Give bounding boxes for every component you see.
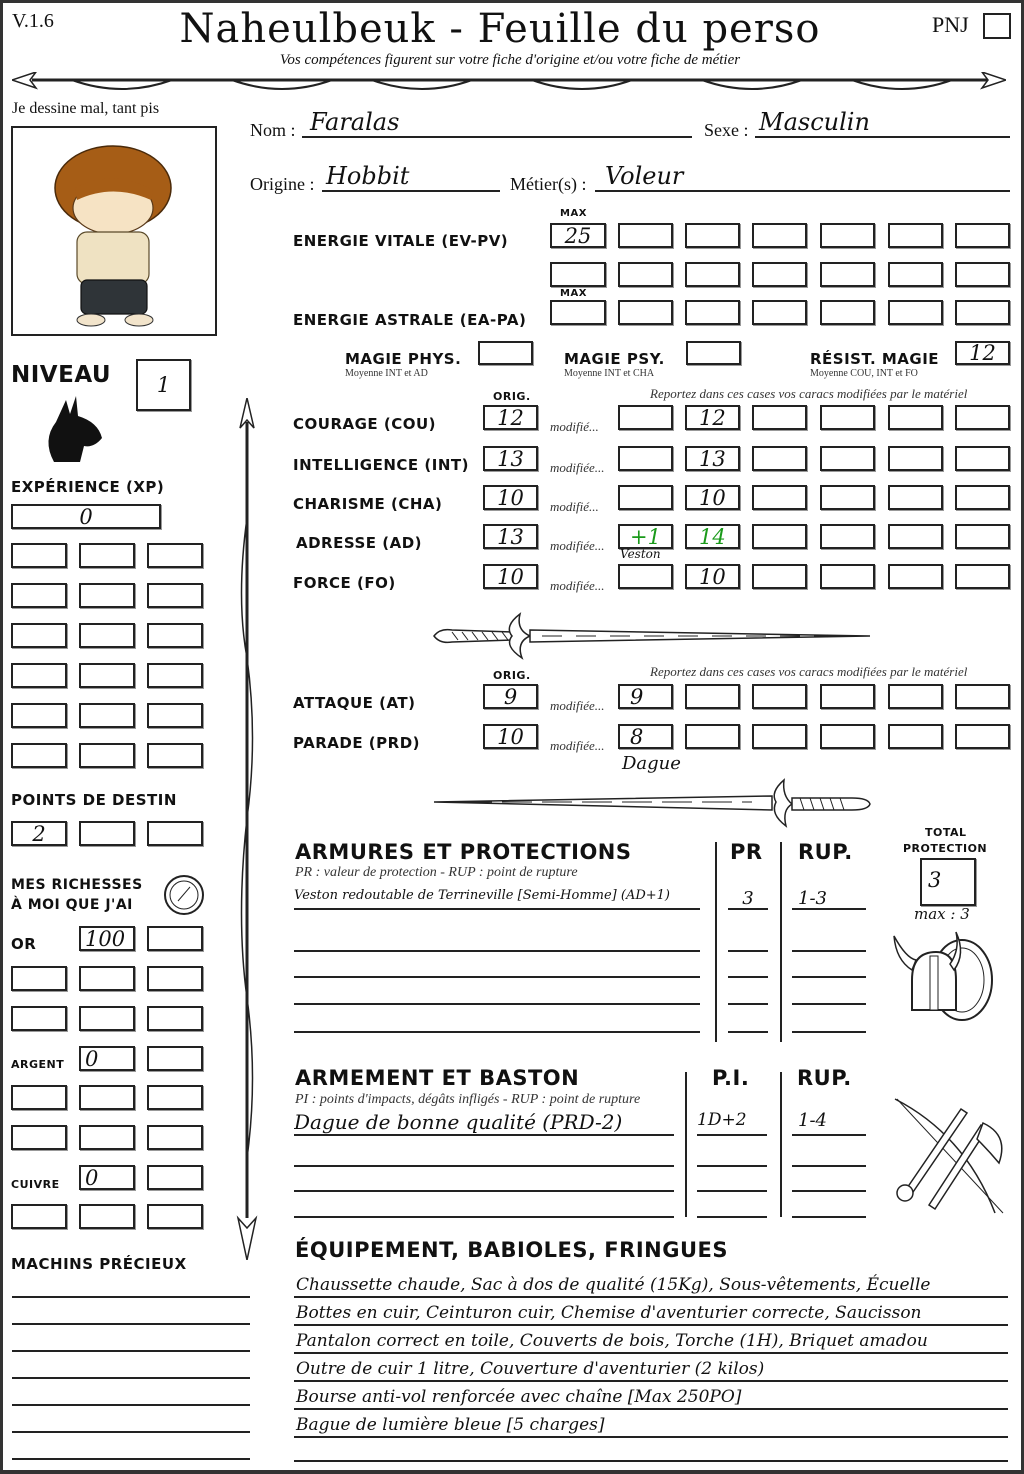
argent-box-2[interactable] bbox=[147, 1046, 203, 1071]
carac-box[interactable] bbox=[752, 485, 807, 510]
carac-mod-box[interactable] bbox=[618, 564, 673, 589]
weapons-hint: PI : points d'impacts, dégâts infligés - RUP : point de rupture bbox=[295, 1092, 641, 1107]
weapons-divider-1 bbox=[685, 1072, 687, 1217]
carac-modif-label: modifiée... bbox=[550, 538, 605, 553]
weapon-pi[interactable] bbox=[697, 1192, 767, 1218]
pnj-label: PNJ bbox=[932, 12, 969, 37]
machins-label: MACHINS PRÉCIEUX bbox=[11, 1255, 187, 1273]
total-protection-box[interactable]: 3 bbox=[920, 858, 976, 906]
carac-box[interactable] bbox=[888, 405, 943, 430]
weapon-rup[interactable] bbox=[792, 1141, 866, 1167]
machins-line[interactable] bbox=[12, 1431, 250, 1433]
weapon-name[interactable] bbox=[294, 1166, 674, 1192]
armor-rup[interactable] bbox=[792, 930, 866, 952]
combat-box[interactable] bbox=[752, 724, 807, 749]
carac-label: ADRESSE (AD) bbox=[296, 534, 423, 552]
total-protection-max: max : 3 bbox=[914, 905, 970, 923]
total-protection-label-1: TOTAL bbox=[925, 826, 967, 839]
carac-label: FORCE (FO) bbox=[293, 574, 396, 592]
weapon-name[interactable] bbox=[294, 1141, 674, 1167]
origine-label: Origine : bbox=[250, 174, 315, 194]
money-box[interactable] bbox=[79, 1204, 135, 1229]
weapon-pi[interactable]: 1D+2 bbox=[697, 1110, 767, 1136]
argent-label: ARGENT bbox=[11, 1058, 65, 1071]
sword-icon-2 bbox=[432, 778, 872, 830]
resist-magie-label: RÉSIST. MAGIE bbox=[810, 350, 940, 368]
combat-orig-label: ORIG. bbox=[493, 669, 531, 682]
ev-box[interactable] bbox=[955, 262, 1010, 287]
ea-max-box[interactable] bbox=[550, 300, 606, 325]
carac-mod-box[interactable] bbox=[618, 485, 673, 510]
carac-box[interactable] bbox=[820, 405, 875, 430]
sexe-label: Sexe : bbox=[704, 120, 749, 140]
armor-hint: PR : valeur de protection - RUP : point de rupture bbox=[295, 865, 578, 880]
richesses-label-2: À MOI QUE J'AI bbox=[11, 897, 133, 913]
cuivre-box[interactable]: 0 bbox=[79, 1165, 135, 1190]
carac-modif-label: modifié... bbox=[550, 419, 599, 434]
ea-box[interactable] bbox=[888, 300, 943, 325]
machins-line[interactable] bbox=[12, 1404, 250, 1406]
ev-label: ENERGIE VITALE (EV-PV) bbox=[293, 232, 509, 250]
equipment-line[interactable]: Chaussette chaude, Sac à dos de qualité (15Kg), Sous-vêtements, Écuelle bbox=[294, 1272, 1008, 1298]
armor-name[interactable] bbox=[294, 983, 700, 1005]
ev-box[interactable] bbox=[685, 262, 740, 287]
money-box[interactable] bbox=[147, 1085, 203, 1110]
weapons-title: ARMEMENT ET BASTON bbox=[295, 1066, 580, 1090]
money-box[interactable] bbox=[11, 1125, 67, 1150]
magie-phys-box[interactable] bbox=[478, 341, 533, 365]
carac-modif-label: modifié... bbox=[550, 499, 599, 514]
carac-modif-label: modifiée... bbox=[550, 578, 605, 593]
combat-label: ATTAQUE (AT) bbox=[293, 694, 416, 712]
magie-psy-box[interactable] bbox=[686, 341, 741, 365]
armor-rup[interactable] bbox=[792, 983, 866, 1005]
ev-box[interactable] bbox=[685, 223, 740, 248]
coin-icon bbox=[162, 873, 206, 917]
combat-box[interactable] bbox=[685, 684, 740, 709]
ev-max-label: MAX bbox=[560, 208, 587, 219]
decorative-spear-icon bbox=[12, 72, 1006, 96]
carac-box[interactable] bbox=[888, 524, 943, 549]
combat-report-hint: Reportez dans ces cases vos caracs modifiées par le matériel bbox=[650, 664, 968, 679]
metier-value: Voleur bbox=[605, 162, 684, 190]
ev-box[interactable] bbox=[752, 262, 807, 287]
armor-pr[interactable] bbox=[728, 956, 768, 978]
carac-box[interactable] bbox=[888, 446, 943, 471]
carac-box[interactable] bbox=[752, 446, 807, 471]
armor-pr-label: PR bbox=[730, 840, 763, 864]
magie-psy-hint: Moyenne INT et CHA bbox=[564, 368, 655, 379]
ev-box[interactable] bbox=[888, 223, 943, 248]
ev-box[interactable] bbox=[955, 223, 1010, 248]
destin-box-3[interactable] bbox=[147, 821, 203, 846]
nom-field[interactable] bbox=[302, 108, 692, 138]
weapon-rup[interactable] bbox=[792, 1192, 866, 1218]
cuivre-box-2[interactable] bbox=[147, 1165, 203, 1190]
carac-label: INTELLIGENCE (INT) bbox=[293, 456, 469, 474]
decorative-vertical-spear-icon bbox=[232, 398, 262, 1260]
carac-note: Veston bbox=[620, 547, 661, 561]
equipment-line[interactable] bbox=[294, 1436, 1008, 1462]
portrait-caption: Je dessine mal, tant pis bbox=[12, 100, 160, 117]
ev-max-box[interactable]: 25 bbox=[550, 223, 606, 248]
total-protection-label-2: PROTECTION bbox=[903, 842, 988, 855]
combat-modif-label: modifiée... bbox=[550, 698, 605, 713]
xp-grid-box[interactable] bbox=[79, 663, 135, 688]
armor-pr[interactable] bbox=[728, 983, 768, 1005]
ea-box[interactable] bbox=[820, 300, 875, 325]
carac-orig-box[interactable]: 13 bbox=[483, 446, 538, 471]
weapons-pi-label: P.I. bbox=[712, 1066, 750, 1090]
ea-box[interactable] bbox=[955, 300, 1010, 325]
ev-box[interactable] bbox=[820, 262, 875, 287]
carac-box[interactable] bbox=[820, 485, 875, 510]
money-box[interactable] bbox=[11, 1085, 67, 1110]
machins-line[interactable] bbox=[12, 1458, 250, 1460]
armor-title: ARMURES ET PROTECTIONS bbox=[295, 840, 632, 864]
richesses-label-1: MES RICHESSES bbox=[11, 877, 143, 893]
money-box[interactable] bbox=[147, 1125, 203, 1150]
xp-grid-box[interactable] bbox=[79, 543, 135, 568]
equipment-line[interactable]: Bottes en cuir, Ceinturon cuir, Chemise d'aventurier correcte, Saucisson bbox=[294, 1300, 1008, 1326]
equipment-line[interactable]: Bourse anti-vol renforcée avec chaîne [Max 250PO] bbox=[294, 1384, 1008, 1410]
ev-box[interactable] bbox=[820, 223, 875, 248]
machins-line[interactable] bbox=[12, 1296, 250, 1298]
metier-label: Métier(s) : bbox=[510, 174, 587, 194]
armor-name[interactable]: Veston redoutable de Terrineville [Semi-Homme] (AD+1) bbox=[294, 888, 700, 910]
armor-pr[interactable] bbox=[728, 1011, 768, 1033]
machins-line[interactable] bbox=[12, 1350, 250, 1352]
armor-rup-label: RUP. bbox=[798, 840, 853, 864]
xp-grid-box[interactable] bbox=[147, 623, 203, 648]
money-box[interactable] bbox=[79, 1085, 135, 1110]
magie-psy-label: MAGIE PSY. bbox=[564, 350, 665, 368]
carac-box[interactable] bbox=[888, 564, 943, 589]
money-box[interactable] bbox=[147, 966, 203, 991]
carac-box[interactable] bbox=[820, 446, 875, 471]
ev-box[interactable] bbox=[550, 262, 606, 287]
equipment-line[interactable]: Outre de cuir 1 litre, Couverture d'aventurier (2 kilos) bbox=[294, 1356, 1008, 1382]
combat-box[interactable] bbox=[752, 684, 807, 709]
nom-label: Nom : bbox=[250, 120, 296, 140]
carac-modif-label: modifiée... bbox=[550, 460, 605, 475]
xp-grid-box[interactable] bbox=[11, 543, 67, 568]
xp-grid-box[interactable] bbox=[79, 623, 135, 648]
xp-grid-box[interactable] bbox=[11, 623, 67, 648]
niveau-box[interactable]: 1 bbox=[136, 359, 191, 411]
carac-box[interactable] bbox=[955, 405, 1010, 430]
combat-note: Dague bbox=[622, 753, 681, 774]
helmet-shield-icon bbox=[890, 930, 1000, 1025]
xp-label: EXPÉRIENCE (XP) bbox=[11, 478, 165, 496]
weapon-rup[interactable] bbox=[792, 1166, 866, 1192]
carac-value-box[interactable]: 14 bbox=[685, 524, 740, 549]
version-label: V.1.6 bbox=[12, 10, 54, 32]
ea-label: ENERGIE ASTRALE (EA-PA) bbox=[293, 311, 527, 329]
argent-box[interactable]: 0 bbox=[79, 1046, 135, 1071]
money-box[interactable] bbox=[79, 1006, 135, 1031]
origine-value: Hobbit bbox=[326, 162, 410, 190]
carac-mod-box[interactable] bbox=[618, 446, 673, 471]
sword-icon bbox=[432, 612, 872, 660]
carac-value-box[interactable]: 10 bbox=[685, 485, 740, 510]
weapon-name[interactable] bbox=[294, 1192, 674, 1218]
carac-label: CHARISME (CHA) bbox=[293, 495, 443, 513]
combat-orig-box[interactable]: 10 bbox=[483, 724, 538, 749]
armor-divider-2 bbox=[780, 842, 782, 1042]
xp-grid-box[interactable] bbox=[11, 583, 67, 608]
subtitle: Vos compétences figurent sur votre fiche d'origine et/ou votre fiche de métier bbox=[279, 52, 741, 68]
weapon-rup[interactable]: 1-4 bbox=[792, 1110, 866, 1136]
combat-box[interactable] bbox=[685, 724, 740, 749]
carac-box[interactable] bbox=[955, 524, 1010, 549]
xp-grid-box[interactable] bbox=[147, 543, 203, 568]
combat-modif-label: modifiée... bbox=[550, 738, 605, 753]
money-box[interactable] bbox=[79, 1125, 135, 1150]
caracs-report-hint: Reportez dans ces cases vos caracs modifiées par le matériel bbox=[650, 386, 968, 401]
armor-divider-1 bbox=[715, 842, 717, 1042]
weapons-rup-label: RUP. bbox=[797, 1066, 852, 1090]
weapon-pi[interactable] bbox=[697, 1166, 767, 1192]
page-title: Naheulbeuk - Feuille du perso bbox=[179, 6, 821, 52]
carac-box[interactable] bbox=[888, 485, 943, 510]
crossed-weapons-icon bbox=[885, 1095, 1010, 1217]
combat-value-box[interactable]: 8 bbox=[618, 724, 673, 749]
armor-name[interactable] bbox=[294, 1011, 700, 1033]
xp-grid-box[interactable] bbox=[147, 583, 203, 608]
ev-box[interactable] bbox=[888, 262, 943, 287]
equipment-title: ÉQUIPEMENT, BABIOLES, FRINGUES bbox=[295, 1238, 728, 1262]
carac-box[interactable] bbox=[955, 485, 1010, 510]
destin-box-2[interactable] bbox=[79, 821, 135, 846]
sexe-value: Masculin bbox=[759, 108, 870, 136]
armor-rup[interactable]: 1-3 bbox=[792, 888, 866, 910]
money-box[interactable] bbox=[147, 1204, 203, 1229]
machins-line[interactable] bbox=[12, 1323, 250, 1325]
dragon-head-icon bbox=[40, 392, 106, 464]
hobbit-drawing-icon bbox=[13, 128, 217, 336]
xp-box[interactable]: 0 bbox=[11, 504, 161, 529]
combat-label: PARADE (PRD) bbox=[293, 734, 421, 752]
armor-pr[interactable] bbox=[728, 930, 768, 952]
or-box-2[interactable] bbox=[147, 926, 203, 951]
pnj-checkbox[interactable] bbox=[983, 13, 1011, 39]
carac-box[interactable] bbox=[752, 405, 807, 430]
carac-box[interactable] bbox=[955, 564, 1010, 589]
armor-rup[interactable] bbox=[792, 956, 866, 978]
combat-box[interactable] bbox=[955, 684, 1010, 709]
or-label: OR bbox=[11, 935, 37, 953]
destin-box-1[interactable]: 2 bbox=[11, 821, 67, 846]
money-box[interactable] bbox=[79, 966, 135, 991]
xp-grid-box[interactable] bbox=[147, 743, 203, 768]
money-box[interactable] bbox=[147, 1006, 203, 1031]
combat-box[interactable] bbox=[888, 684, 943, 709]
weapon-pi[interactable] bbox=[697, 1141, 767, 1167]
xp-grid-box[interactable] bbox=[11, 663, 67, 688]
armor-rup[interactable] bbox=[792, 1011, 866, 1033]
ea-box[interactable] bbox=[618, 300, 673, 325]
character-portrait bbox=[11, 126, 217, 336]
ea-box[interactable] bbox=[685, 300, 740, 325]
money-box[interactable] bbox=[11, 1006, 67, 1031]
combat-box[interactable] bbox=[820, 684, 875, 709]
carac-orig-box[interactable]: 12 bbox=[483, 405, 538, 430]
equipment-line[interactable]: Pantalon correct en toile, Couverts de bois, Torche (1H), Briquet amadou bbox=[294, 1328, 1008, 1354]
carac-value-box[interactable]: 10 bbox=[685, 564, 740, 589]
niveau-label: NIVEAU bbox=[11, 362, 112, 388]
xp-grid-box[interactable] bbox=[11, 703, 67, 728]
xp-grid-box[interactable] bbox=[11, 743, 67, 768]
metier-field[interactable] bbox=[595, 162, 1010, 192]
resist-magie-box[interactable]: 12 bbox=[955, 341, 1010, 365]
carac-box[interactable] bbox=[955, 446, 1010, 471]
carac-orig-box[interactable]: 13 bbox=[483, 524, 538, 549]
money-box[interactable] bbox=[11, 1204, 67, 1229]
cuivre-label: CUIVRE bbox=[11, 1178, 60, 1191]
carac-orig-box[interactable]: 10 bbox=[483, 485, 538, 510]
carac-box[interactable] bbox=[752, 564, 807, 589]
equipment-line[interactable]: Bague de lumière bleue [5 charges] bbox=[294, 1412, 1008, 1438]
destin-label: POINTS DE DESTIN bbox=[11, 791, 177, 809]
carac-orig-box[interactable]: 10 bbox=[483, 564, 538, 589]
combat-box[interactable] bbox=[820, 724, 875, 749]
combat-value-box[interactable]: 9 bbox=[618, 684, 673, 709]
caracs-orig-label: ORIG. bbox=[493, 390, 531, 403]
xp-grid-box[interactable] bbox=[79, 703, 135, 728]
armor-pr[interactable]: 3 bbox=[728, 888, 768, 910]
xp-grid-box[interactable] bbox=[147, 663, 203, 688]
carac-box[interactable] bbox=[752, 524, 807, 549]
ev-box[interactable] bbox=[618, 223, 673, 248]
resist-magie-hint: Moyenne COU, INT et FO bbox=[810, 368, 918, 379]
carac-value-box[interactable]: 13 bbox=[685, 446, 740, 471]
or-box[interactable]: 100 bbox=[79, 926, 135, 951]
combat-box[interactable] bbox=[955, 724, 1010, 749]
carac-value-box[interactable]: 12 bbox=[685, 405, 740, 430]
combat-box[interactable] bbox=[888, 724, 943, 749]
combat-orig-box[interactable]: 9 bbox=[483, 684, 538, 709]
carac-label: COURAGE (COU) bbox=[293, 415, 437, 433]
ev-box[interactable] bbox=[618, 262, 673, 287]
weapons-divider-2 bbox=[780, 1072, 782, 1217]
magie-phys-hint: Moyenne INT et AD bbox=[345, 368, 428, 379]
xp-grid-box[interactable] bbox=[79, 743, 135, 768]
armor-name[interactable] bbox=[294, 930, 700, 952]
money-box[interactable] bbox=[11, 966, 67, 991]
origine-field[interactable] bbox=[322, 162, 500, 192]
ea-box[interactable] bbox=[752, 300, 807, 325]
nom-value: Faralas bbox=[310, 108, 400, 136]
sexe-field[interactable] bbox=[755, 108, 1010, 138]
armor-name[interactable] bbox=[294, 956, 700, 978]
ev-box[interactable] bbox=[752, 223, 807, 248]
xp-grid-box[interactable] bbox=[147, 703, 203, 728]
carac-mod-box[interactable]: +1 bbox=[618, 524, 673, 549]
carac-mod-box[interactable] bbox=[618, 405, 673, 430]
carac-box[interactable] bbox=[820, 524, 875, 549]
xp-grid-box[interactable] bbox=[79, 583, 135, 608]
carac-box[interactable] bbox=[820, 564, 875, 589]
magie-phys-label: MAGIE PHYS. bbox=[345, 350, 462, 368]
ea-max-label: MAX bbox=[560, 288, 587, 299]
weapon-name[interactable]: Dague de bonne qualité (PRD-2) bbox=[294, 1110, 674, 1136]
machins-line[interactable] bbox=[12, 1377, 250, 1379]
